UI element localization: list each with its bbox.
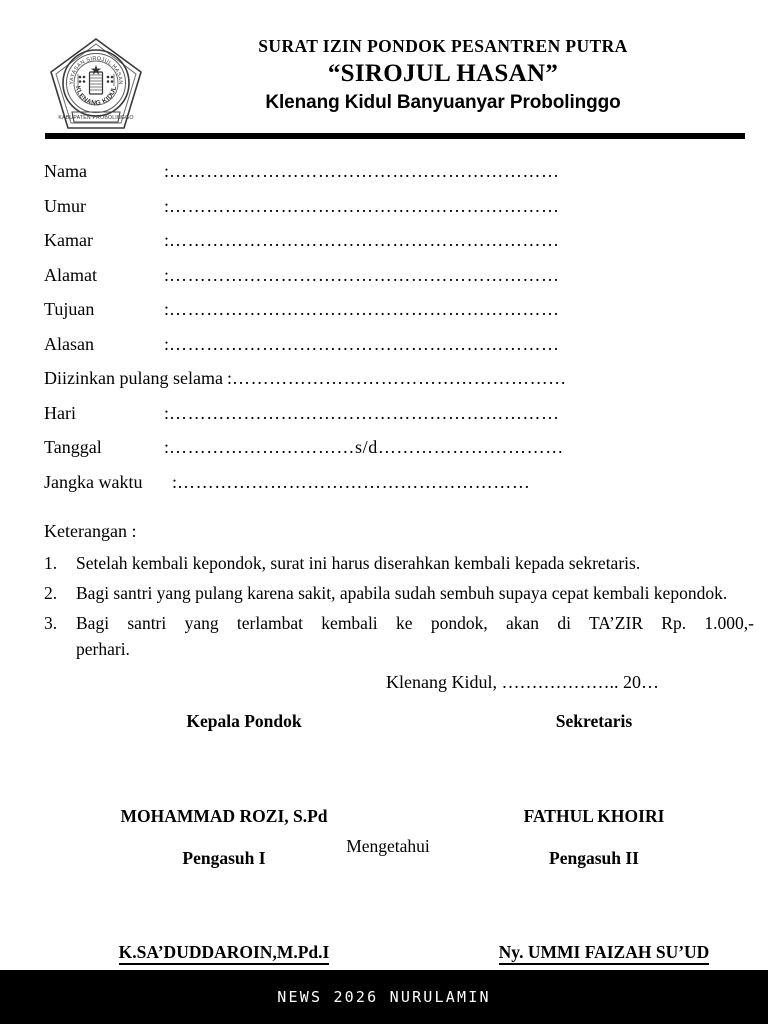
pentagon-seal-logo-icon bbox=[48, 36, 144, 136]
pengasuh-names-row bbox=[44, 940, 744, 968]
field-colon-alamat: : bbox=[164, 264, 170, 285]
field-input-hari[interactable]: ……………………………………………………… bbox=[169, 402, 560, 423]
signature-titles-row bbox=[44, 708, 744, 736]
signature-name-pengasuh-ii bbox=[444, 940, 764, 964]
signature-name-pengasuh-i bbox=[64, 940, 384, 964]
field-label-umur: Umur bbox=[44, 195, 86, 216]
note-number-3: 3. bbox=[44, 613, 58, 633]
field-colon-alasan: : bbox=[164, 333, 170, 354]
field-row-hari bbox=[44, 396, 604, 431]
signature-name-kepala-pondok: MOHAMMAD ROZI, S.Pd bbox=[120, 806, 328, 826]
field-label-tanggal: Tanggal bbox=[44, 437, 102, 457]
notes-title: Keterangan : bbox=[44, 521, 137, 541]
note-number-2: 2. bbox=[44, 583, 58, 603]
signature-name-sekretaris: FATHUL KHOIRI bbox=[523, 806, 665, 826]
footer-bar bbox=[0, 970, 768, 1024]
note-text-1: Setelah kembali kepondok, surat ini harus diserahkan kembali kepada sekretaris. bbox=[76, 553, 641, 573]
place-date-line[interactable]: Klenang Kidul, ……………….. 20… bbox=[386, 672, 659, 692]
note-item-1 bbox=[44, 550, 736, 576]
field-colon-hari: : bbox=[164, 402, 170, 423]
header-line-2: “SIROJUL HASAN” bbox=[327, 60, 559, 87]
field-row-kamar bbox=[44, 223, 604, 258]
field-label-jangka-waktu: Jangka waktu bbox=[44, 471, 143, 492]
field-label-tujuan: Tujuan bbox=[44, 299, 95, 319]
field-colon-umur: : bbox=[164, 195, 170, 216]
notes-section bbox=[44, 516, 754, 662]
field-label-hari: Hari bbox=[44, 402, 76, 423]
header-line-3: Klenang Kidul Banyuanyar Probolinggo bbox=[265, 92, 621, 113]
letterhead bbox=[44, 34, 746, 134]
field-row-alasan bbox=[44, 327, 604, 362]
field-colon-diizinkan-pulang-selama: : bbox=[226, 368, 232, 388]
field-colon-tujuan: : bbox=[164, 299, 170, 319]
note-text-2: Bagi santri yang pulang karena sakit, apabila sudah sembuh supaya cepat kembali kepondok. bbox=[76, 583, 728, 603]
field-row-tujuan bbox=[44, 292, 604, 327]
note-item-3 bbox=[44, 610, 754, 662]
svg-text:KABUPATEN PROBOLINGGO: KABUPATEN PROBOLINGGO bbox=[58, 115, 134, 121]
field-row-diizinkan-pulang-selama bbox=[44, 361, 604, 396]
pengasuh-roles-row bbox=[44, 845, 744, 873]
letterhead-text bbox=[140, 34, 746, 116]
header-divider-rule bbox=[45, 133, 745, 139]
mengetahui-label: Mengetahui bbox=[346, 836, 430, 856]
field-input-tanggal[interactable]: …………………………s/d………………………… bbox=[169, 437, 564, 457]
field-input-jangka-waktu[interactable]: ………………………………………………… bbox=[177, 471, 531, 492]
field-colon-nama: : bbox=[164, 161, 170, 181]
field-label-alasan: Alasan bbox=[44, 333, 94, 354]
signature-names-row bbox=[44, 803, 744, 831]
note-text-3-line-1: Bagi santri yang terlambat kembali ke pondok, akan di TA’ZIR Rp. 1.000,- bbox=[76, 613, 754, 633]
field-label-diizinkan-pulang-selama: Diizinkan pulang selama bbox=[44, 368, 223, 388]
note-item-2 bbox=[44, 580, 736, 606]
role-pengasuh-ii: Pengasuh II bbox=[549, 848, 639, 868]
field-row-alamat bbox=[44, 258, 604, 293]
field-colon-tanggal: : bbox=[164, 437, 170, 457]
field-label-nama: Nama bbox=[44, 161, 87, 181]
field-row-jangka-waktu bbox=[44, 465, 604, 500]
form-fields bbox=[44, 154, 604, 499]
field-row-nama bbox=[44, 154, 604, 189]
signature-name-pengasuh-i-text: K.SA’DUDDAROIN,M.Pd.I bbox=[119, 942, 330, 965]
footer-watermark-text: NEWS 2026 NURULAMIN bbox=[277, 988, 491, 1006]
field-colon-jangka-waktu: : bbox=[172, 471, 178, 492]
field-input-umur[interactable]: ……………………………………………………… bbox=[169, 195, 560, 216]
field-colon-kamar: : bbox=[164, 230, 170, 250]
field-label-kamar: Kamar bbox=[44, 230, 93, 250]
role-pengasuh-i: Pengasuh I bbox=[182, 848, 266, 868]
note-number-1: 1. bbox=[44, 553, 58, 573]
svg-text:YAYASAN SIROJUL HASAN: YAYASAN SIROJUL HASAN bbox=[68, 55, 124, 85]
note-text-3-line-2: perhari. bbox=[76, 639, 130, 659]
field-row-tanggal bbox=[44, 430, 604, 465]
signature-title-kepala-pondok: Kepala Pondok bbox=[186, 711, 302, 731]
field-input-nama[interactable]: ……………………………………………………… bbox=[169, 161, 560, 181]
header-line-1: SURAT IZIN PONDOK PESANTREN PUTRA bbox=[258, 36, 628, 56]
field-input-kamar[interactable]: ……………………………………………………… bbox=[169, 230, 560, 250]
signature-name-pengasuh-ii-text: Ny. UMMI FAIZAH SU’UD bbox=[499, 942, 710, 965]
field-input-alamat[interactable]: ……………………………………………………… bbox=[169, 264, 560, 285]
field-input-alasan[interactable]: ……………………………………………………… bbox=[169, 333, 560, 354]
field-label-alamat: Alamat bbox=[44, 264, 97, 285]
svg-text:KLENANG KIDUL: KLENANG KIDUL bbox=[73, 85, 119, 108]
field-row-umur bbox=[44, 189, 604, 224]
field-input-tujuan[interactable]: ……………………………………………………… bbox=[169, 299, 560, 319]
signature-title-sekretaris: Sekretaris bbox=[555, 711, 633, 731]
field-input-diizinkan-pulang-selama[interactable]: ……………………………………………… bbox=[231, 368, 567, 388]
